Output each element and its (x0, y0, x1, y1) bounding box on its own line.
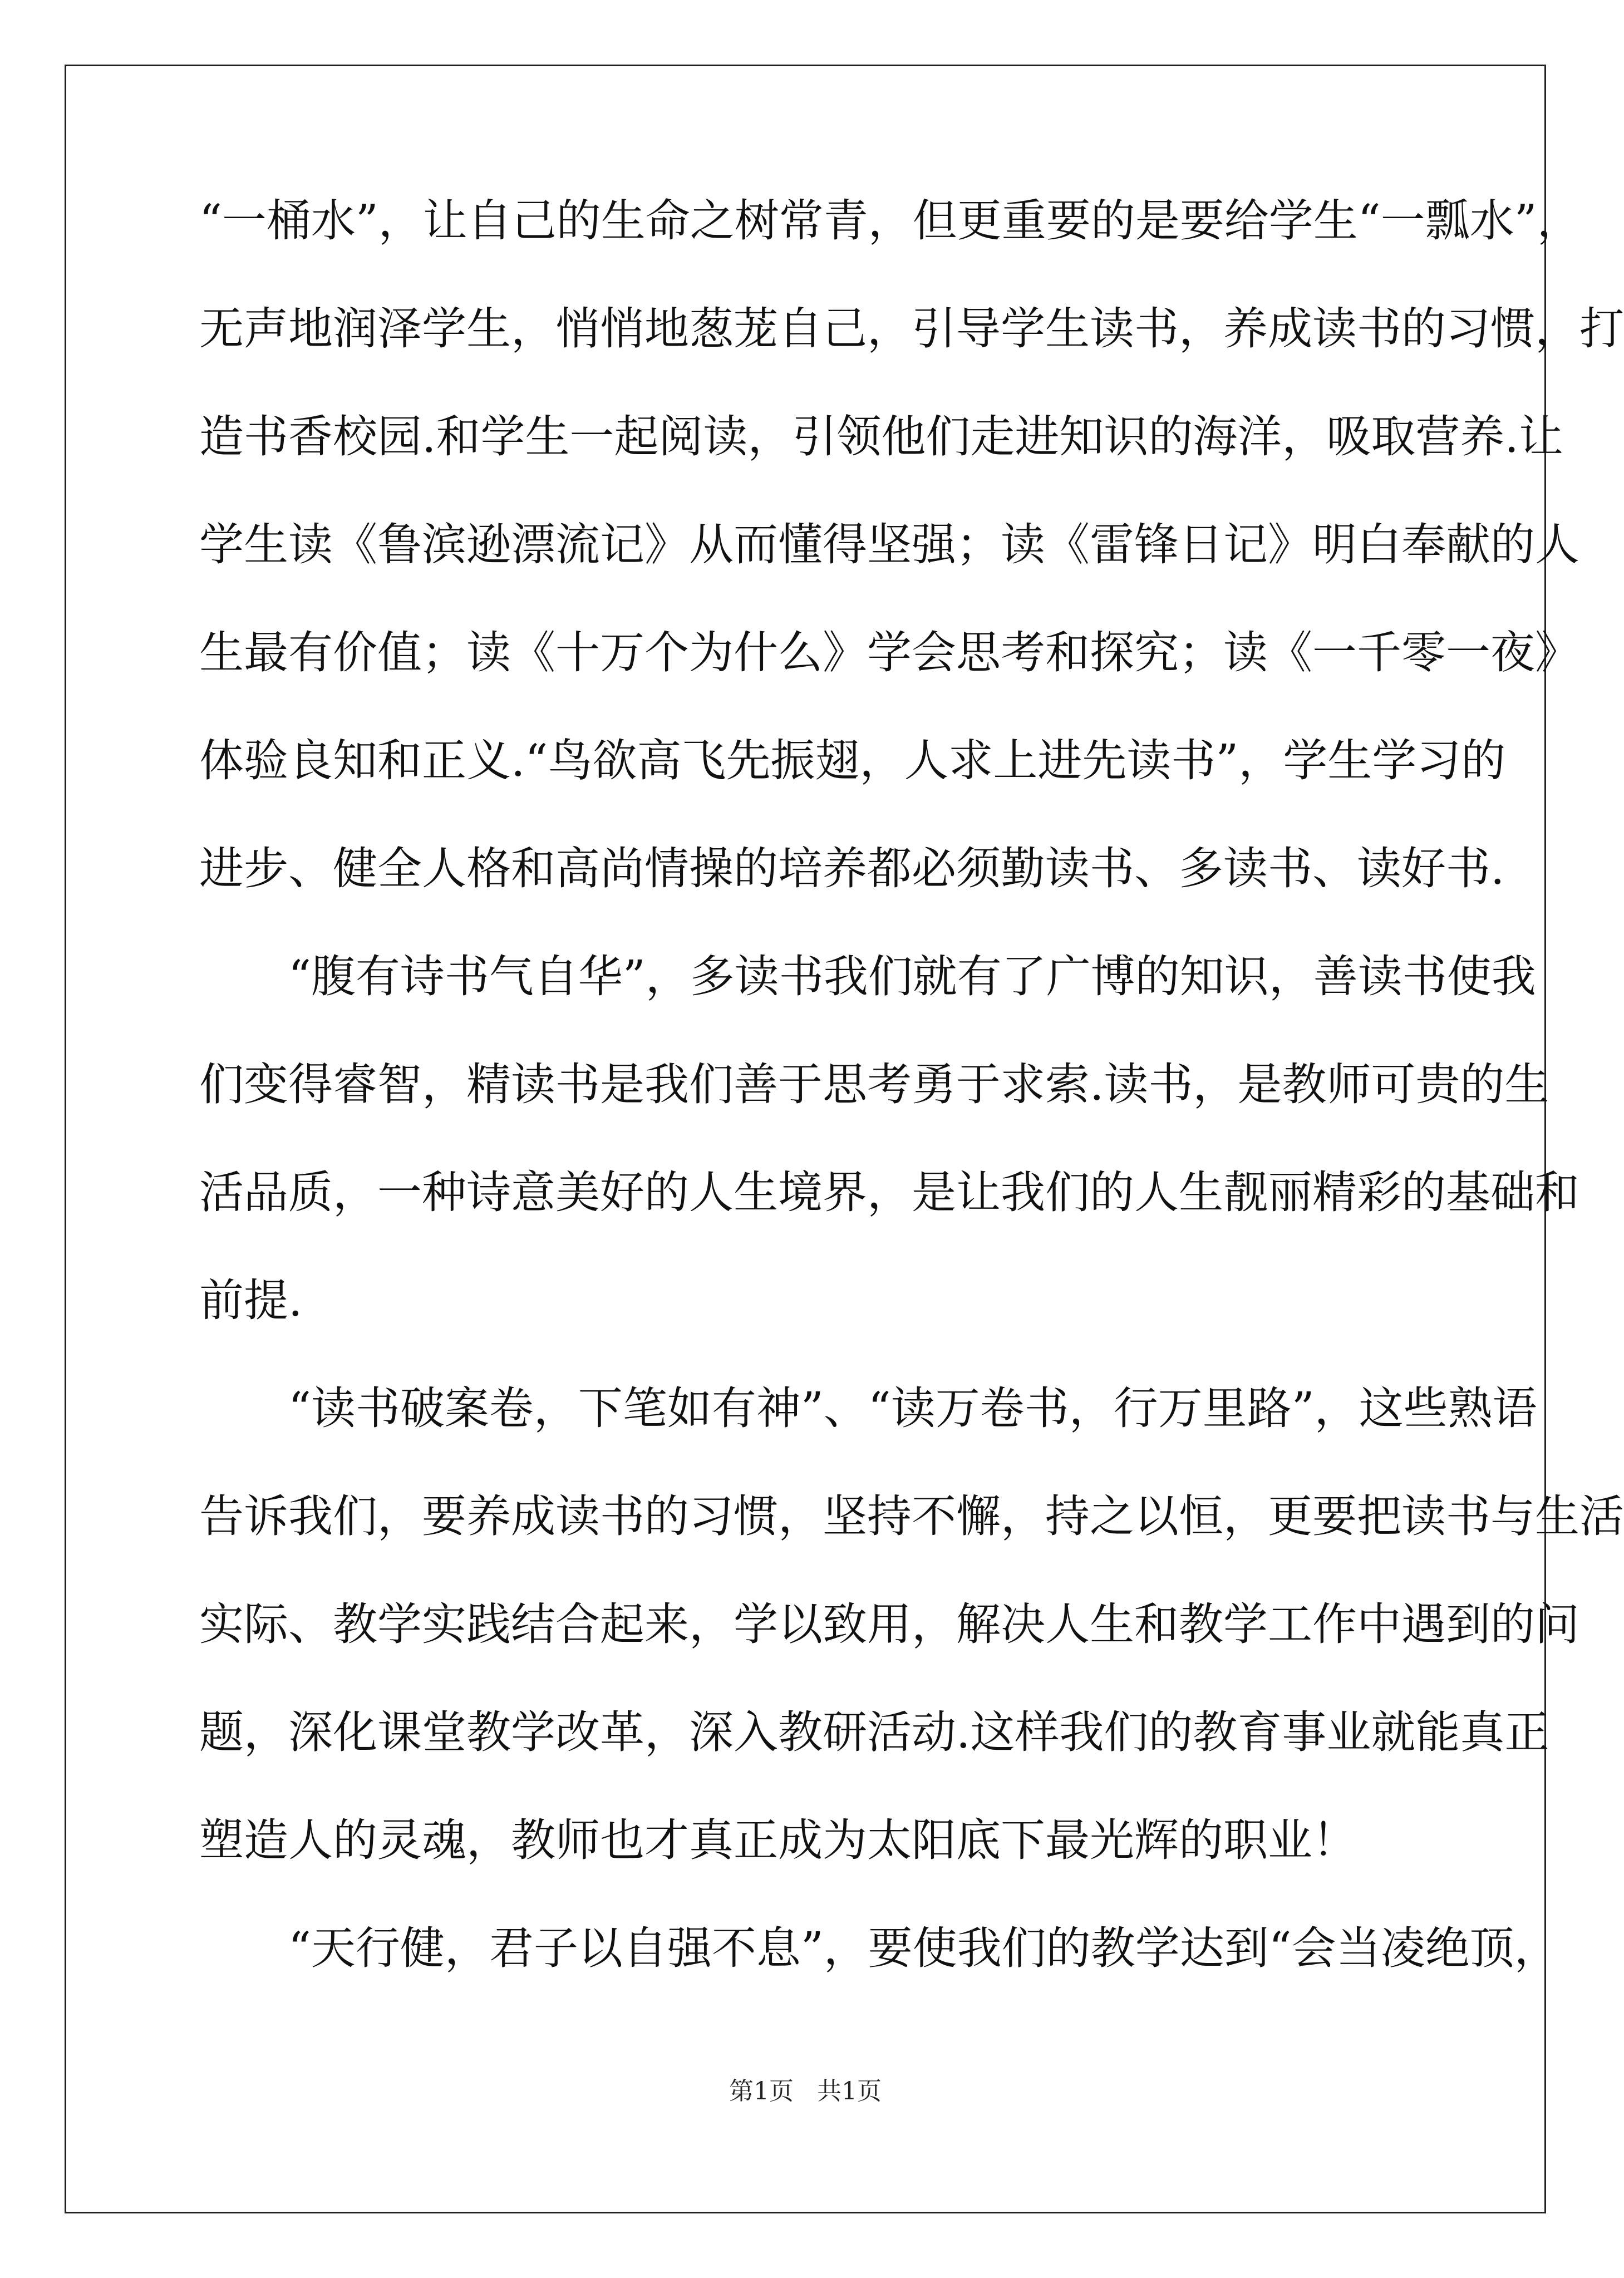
text-line-12: “读书破案卷，下笔如有神”、“读万卷书，行万里路”，这些熟语 (288, 1382, 1537, 1434)
text-line-15: 题，深化课堂教学改革，深入教研活动.这样我们的教育事业就能真正 (199, 1706, 1549, 1758)
text-line-16: 塑造人的灵魂，教师也才真正成为太阳底下最光辉的职业！ (199, 1814, 1357, 1866)
text-line-13: 告诉我们，要养成读书的习惯，坚持不懈，持之以恒，更要把读书与生活 (199, 1490, 1624, 1542)
text-line-4: 学生读《鲁滨逊漂流记》从而懂得坚强；读《雷锋日记》明白奉献的人 (199, 519, 1579, 570)
document-body (199, 167, 1624, 2003)
text-line-6: 体验良知和正义.“鸟欲高飞先振翅，人求上进先读书”，学生学习的 (199, 735, 1506, 786)
text-line-7: 进步、健全人格和高尚情操的培养都必须勤读书、多读书、读好书. (199, 843, 1505, 894)
text-line-17: “天行健，君子以自强不息”，要使我们的教学达到“会当凌绝顶， (288, 1922, 1559, 1974)
page-footer: 第1页 共1页 (729, 2077, 882, 2105)
text-line-14: 实际、教学实践结合起来，学以致用，解决人生和教学工作中遇到的问 (199, 1598, 1579, 1650)
text-line-2: 无声地润泽学生，悄悄地葱茏自己，引导学生读书，养成读书的习惯，打 (199, 303, 1624, 355)
text-line-8: “腹有诗书气自华”，多读书我们就有了广博的知识，善读书使我 (288, 951, 1536, 1002)
text-line-10: 活品质，一种诗意美好的人生境界，是让我们的人生靓丽精彩的基础和 (199, 1167, 1579, 1218)
text-line-5: 生最有价值；读《十万个为什么》学会思考和探究；读《一千零一夜》 (199, 627, 1579, 678)
text-line-3: 造书香校园.和学生一起阅读，引领他们走进知识的海洋，吸取营养.让 (199, 411, 1563, 463)
text-line-9: 们变得睿智，精读书是我们善于思考勇于求索.读书，是教师可贵的生 (199, 1059, 1549, 1110)
text-line-11: 前提. (199, 1275, 303, 1326)
text-line-1: “一桶水”，让自己的生命之树常青，但更重要的是要给学生“一瓢水”， (199, 195, 1582, 247)
